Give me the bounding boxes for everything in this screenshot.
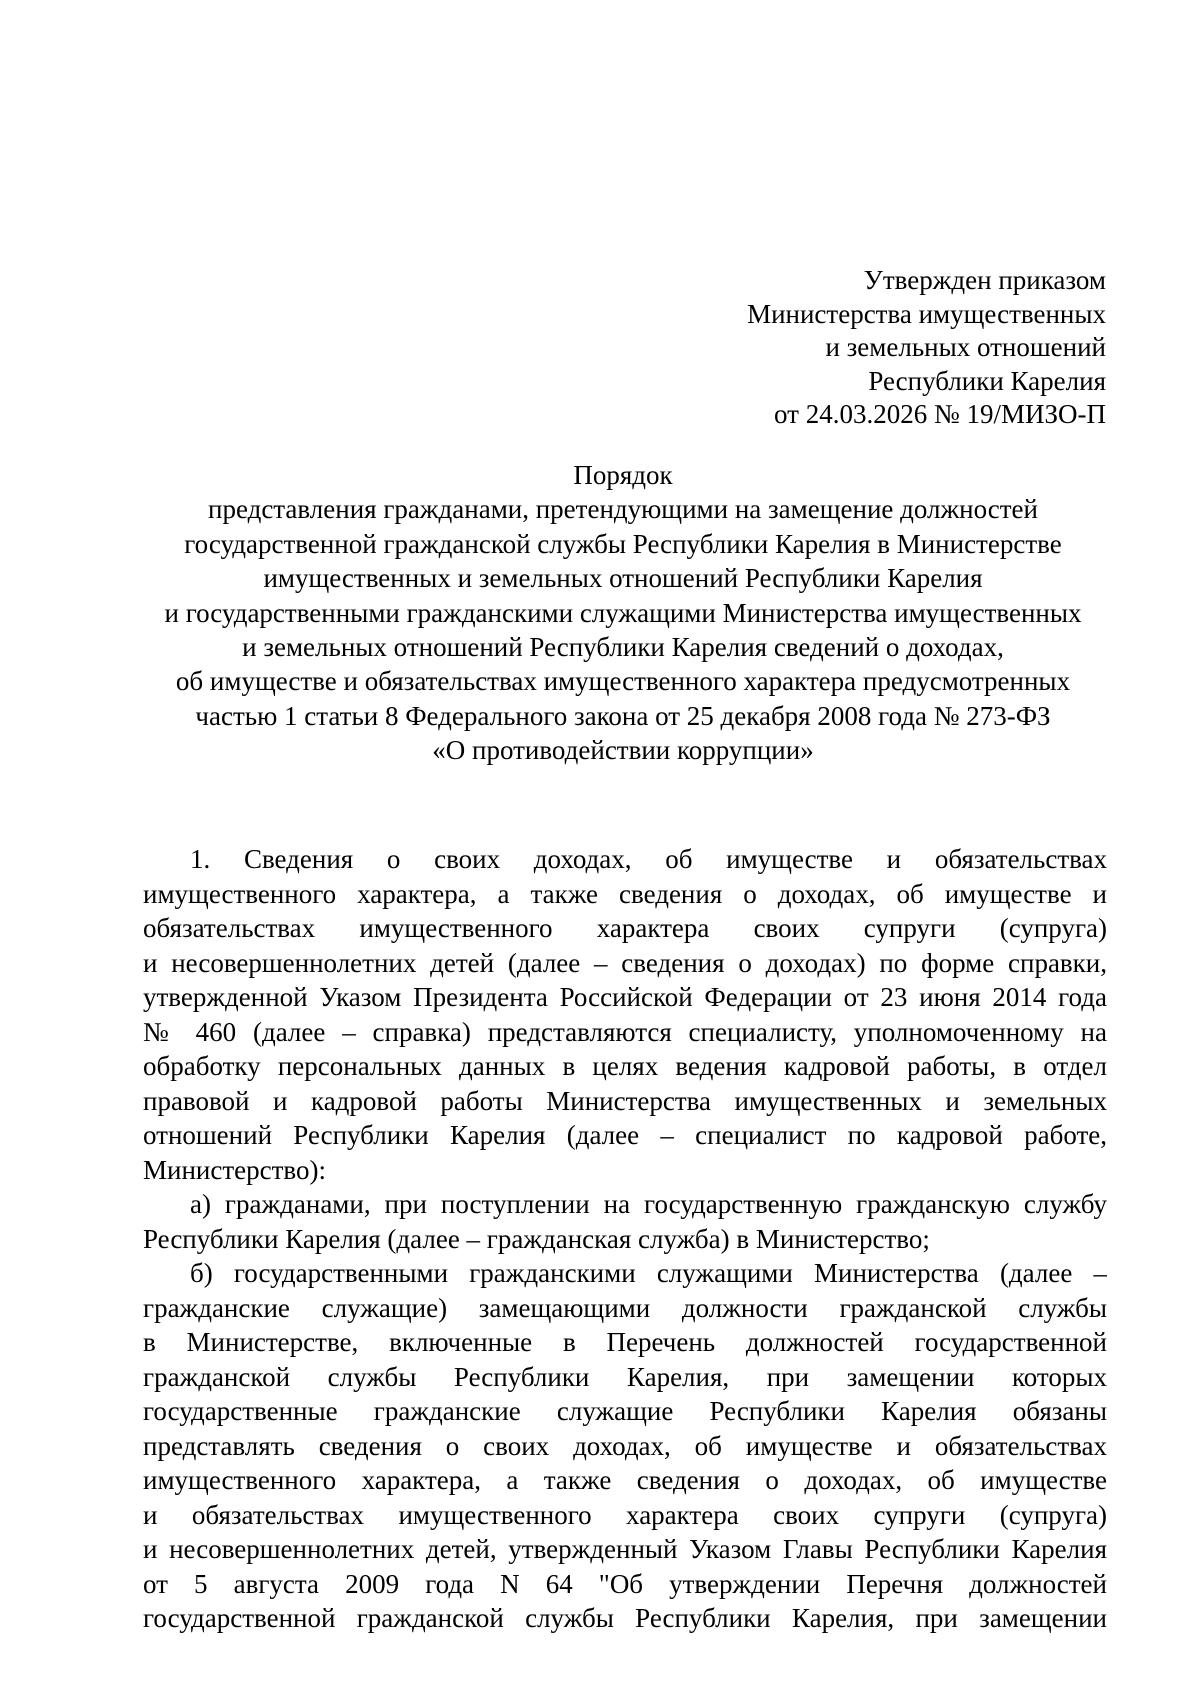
title-line: и земельных отношений Республики Карелия сведений о доходах, [242, 631, 1004, 662]
title-line: об имуществе и обязательствах имущественного характера предусмотренных [175, 666, 1071, 697]
approval-line: Министерства имущественных [747, 298, 1106, 329]
title-line: частью 1 статьи 8 Федерального закона от 25 декабря 2008 года № 273-ФЗ [195, 700, 1051, 731]
item-b-line: представлять сведения о своих доходах, об имуществе и обязательствах [143, 1430, 1107, 1461]
paragraph-1-line: обработку персональных данных в целях ведения кадровой работы, в отдел [143, 1051, 1107, 1081]
title-line: представления гражданами, претендующими на замещение должностей [208, 494, 1038, 525]
approval-stamp [747, 264, 1106, 432]
approval-line: и земельных отношений [825, 332, 1106, 362]
document-title [140, 458, 1106, 768]
item-b-line: б) государственными гражданскими служащими Министерства (далее – [190, 1258, 1107, 1288]
approval-line: Республики Карелия [868, 365, 1106, 396]
item-b-line: и несовершеннолетних детей, утвержденный Указом Главы Республики Карелия [143, 1534, 1107, 1564]
item-b-line: и обязательствах имущественного характера своих супруги (супруга) [143, 1499, 1107, 1530]
paragraph-1-line: Министерство): [143, 1154, 326, 1185]
item-b-line: государственные гражданские служащие Республики Карелия обязаны [143, 1396, 1107, 1426]
title-line: и государственными гражданскими служащими Министерства имущественных [164, 597, 1082, 628]
paragraph-1-line: имущественного характера, а также сведения о доходах, об имуществе и [143, 878, 1107, 909]
paragraph-1-line: обязательствах имущественного характера своих супруги (супруга) [143, 913, 1107, 943]
paragraph-1-line: отношений Республики Карелия (далее – специалист по кадровой работе, [143, 1120, 1107, 1150]
paragraph-1-line: № 460 (далее – справка) представляются специалисту, уполномоченному на [143, 1016, 1107, 1047]
paragraph-1-line: утвержденной Указом Президента Российской Федерации от 23 июня 2014 года [143, 982, 1107, 1012]
title-line: государственной гражданской службы Республики Карелия в Министерстве [184, 528, 1062, 559]
item-a-line: Республики Карелия (далее – гражданская служба) в Министерство; [143, 1223, 930, 1254]
paragraph-1-line: и несовершеннолетних детей (далее – сведения о доходах) по форме справки, [143, 947, 1107, 978]
paragraph-1-line: правовой и кадровой работы Министерства имущественных и земельных [143, 1085, 1107, 1116]
approval-line: от 24.03.2026 № 19/МИЗО-П [774, 399, 1106, 429]
title-heading: Порядок [573, 460, 673, 490]
item-b-line: гражданские служащие) замещающими должности гражданской службы [143, 1292, 1107, 1323]
item-b-line: гражданской службы Республики Карелия, при замещении которых [143, 1361, 1107, 1392]
approval-line: Утвержден приказом [863, 265, 1106, 295]
item-b-line: государственной гражданской службы Республики Карелия, при замещении [143, 1603, 1107, 1633]
item-a-line: а) гражданами, при поступлении на государственную гражданскую службу [190, 1189, 1107, 1219]
title-line: имущественных и земельных отношений Республики Карелия [263, 563, 983, 594]
item-b-line: от 5 августа 2009 года N 64 "Об утверждении Перечня должностей [143, 1568, 1107, 1599]
paragraph-1-line: 1. Сведения о своих доходах, об имуществе и обязательствах [190, 844, 1107, 874]
document-body [143, 842, 1107, 1636]
title-line: «О противодействии коррупции» [432, 735, 814, 766]
item-b-line: имущественного характера, а также сведения о доходах, об имуществе [143, 1465, 1107, 1495]
item-b-line: в Министерстве, включенные в Перечень должностей государственной [143, 1327, 1107, 1357]
